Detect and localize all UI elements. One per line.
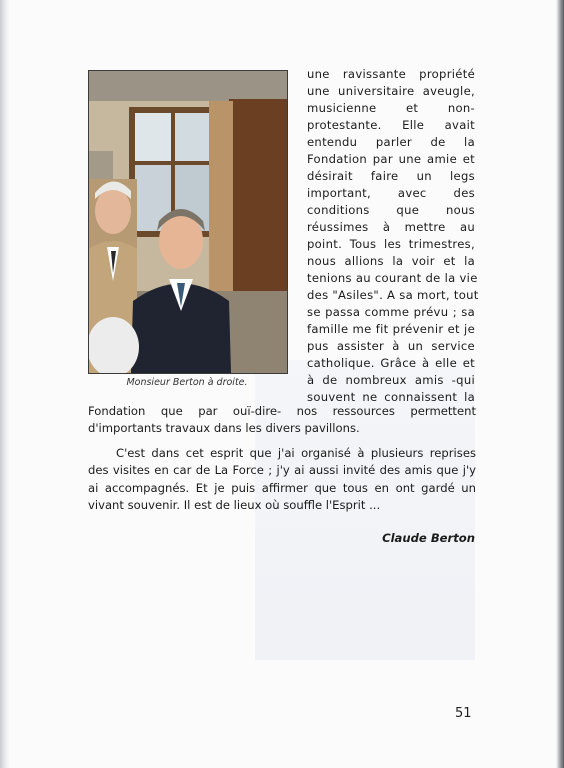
author-signature: Claude Berton xyxy=(382,531,475,545)
text-line: musicienne et non- xyxy=(307,101,475,115)
text-line: catholique. Grâce à elle et xyxy=(307,356,475,370)
text-line: se passa comme prévu ; sa xyxy=(307,305,475,319)
text-line: C'est dans cet esprit que j'ai organisé à plusieurs reprises xyxy=(116,446,476,460)
page-edge-shadow xyxy=(556,0,564,768)
text-line: désirait faire un legs xyxy=(307,169,475,183)
text-line: réussimes à mettre au xyxy=(307,220,475,234)
page-number: 51 xyxy=(455,706,472,721)
text-line: une ravissante propriété xyxy=(307,67,475,81)
text-line: famille me fit prévenir et je xyxy=(307,322,475,336)
text-line: une universitaire aveugle, xyxy=(307,84,475,98)
text-line: protestante. Elle avait xyxy=(307,118,475,132)
text-line: conditions que nous xyxy=(307,203,475,217)
text-line: point. Tous les trimestres, xyxy=(307,237,475,251)
photo-caption: Monsieur Berton à droite. xyxy=(126,377,248,388)
text-line: des "Asiles". A sa mort, tout xyxy=(307,288,479,302)
text-line: important, avec des xyxy=(307,186,475,200)
text-line: ai accompagnés. Et je puis affirmer que tous en ont gardé un xyxy=(88,480,476,495)
photograph xyxy=(88,70,288,374)
page-gutter-shadow xyxy=(0,0,10,768)
text-line: entendu parler de la xyxy=(307,135,475,149)
paragraph xyxy=(88,445,476,514)
text-line: Fondation que par ouï-dire- nos ressources permettent xyxy=(88,404,476,418)
text-line: des visites en car de La Force ; j'y ai aussi invité des amis que j'y xyxy=(88,463,476,478)
text-line: à de nombreux amis -qui xyxy=(307,373,475,387)
text-line: souvent ne connaissent la xyxy=(307,390,475,404)
text-line: d'importants travaux dans les divers pavillons. xyxy=(88,421,360,435)
text-line: tenions au courant de la vie xyxy=(307,271,478,285)
text-line: vivant souvenir. Il est de lieux où souffle l'Esprit ... xyxy=(88,497,381,512)
text-line: Fondation par une amie et xyxy=(307,152,475,166)
text-line: pus assister à un service xyxy=(307,339,475,353)
text-line: nous allions la voir et la xyxy=(307,254,475,268)
text-column xyxy=(307,66,479,406)
